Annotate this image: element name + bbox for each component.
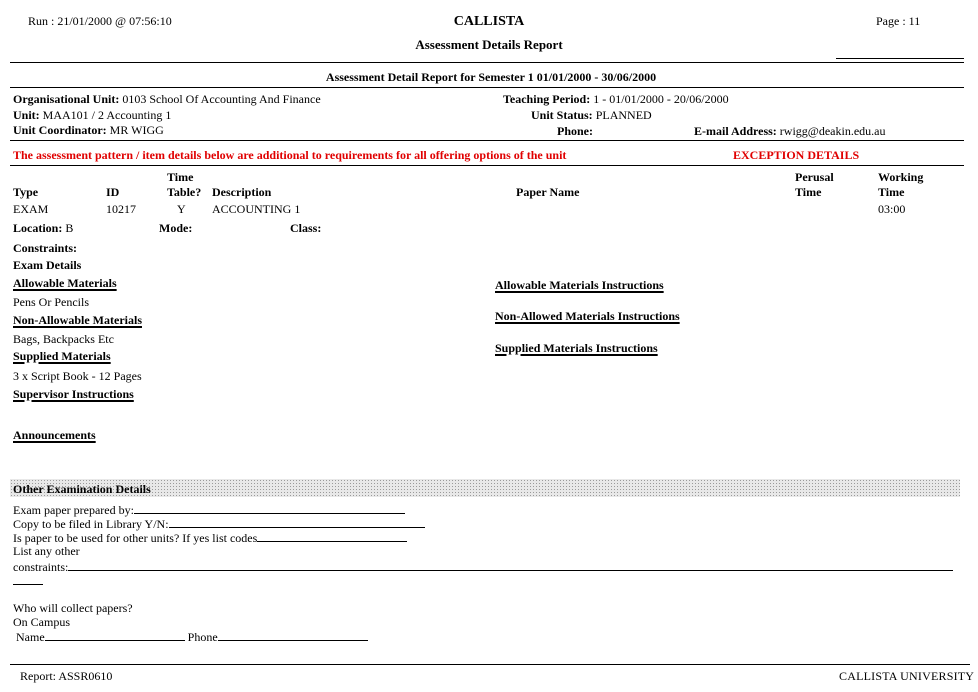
allowable-materials-heading: Allowable Materials	[13, 276, 117, 290]
announcements-heading: Announcements	[13, 428, 96, 442]
institution-name: CALLISTA UNIVERSITY	[839, 669, 975, 683]
teaching-period	[503, 92, 729, 107]
phone-field-label: Phone	[187, 630, 218, 644]
non-allowable-materials-heading: Non-Allowable Materials	[13, 313, 142, 327]
row-type: EXAM	[13, 202, 49, 216]
col-timetable-top: Time	[167, 170, 194, 184]
teaching-period-label: Teaching Period:	[503, 92, 591, 106]
col-perusal-top: Perusal	[795, 170, 834, 184]
allowable-instructions-heading: Allowable Materials Instructions	[495, 278, 664, 292]
email	[694, 124, 885, 139]
org-unit-label: Organisational Unit:	[13, 92, 120, 106]
phone-blank[interactable]	[218, 629, 368, 641]
teaching-period-value: 1 - 01/01/2000 - 20/06/2000	[593, 92, 729, 106]
page-label: Page :	[876, 14, 906, 28]
col-paper-name: Paper Name	[516, 185, 580, 199]
email-value[interactable]: rwigg@deakin.edu.au	[779, 124, 886, 138]
class	[290, 221, 321, 236]
other-details-title: Other Examination Details	[13, 482, 151, 496]
mode-label: Mode:	[159, 221, 193, 235]
supplied-instructions-heading: Supplied Materials Instructions	[495, 341, 658, 355]
unit-coordinator	[13, 123, 164, 138]
name-blank[interactable]	[45, 629, 185, 641]
notice-rule	[10, 165, 964, 166]
sub-title: Assessment Detail Report for Semester 1 01/01/2000 - 30/06/2000	[325, 70, 657, 84]
prepared-by-blank[interactable]	[134, 502, 405, 514]
report-label: Report:	[20, 669, 56, 683]
col-perusal-bottom: Time	[795, 185, 822, 199]
email-label: E-mail Address:	[694, 124, 777, 138]
constraints-blank[interactable]	[68, 559, 953, 571]
header-rule-short	[836, 58, 964, 59]
name-label: Name	[16, 630, 45, 644]
other-units-label: Is paper to be used for other units? If yes list codes	[13, 531, 258, 545]
prepared-by-label: Exam paper prepared by:	[13, 503, 134, 517]
col-id: ID	[106, 185, 120, 199]
unit-value: MAA101 / 2 Accounting 1	[42, 108, 172, 122]
constraints-blank-continued[interactable]	[13, 584, 43, 585]
phone	[557, 124, 593, 139]
run-label: Run :	[28, 14, 55, 28]
unit-status-label: Unit Status:	[531, 108, 593, 122]
unit-status	[531, 108, 652, 123]
row-description: ACCOUNTING 1	[212, 202, 301, 216]
non-allowable-materials-value: Bags, Backpacks Etc	[13, 332, 114, 346]
page-number	[876, 14, 920, 29]
page-value: 11	[908, 14, 921, 28]
copy-library-label: Copy to be filed in Library Y/N:	[13, 517, 169, 531]
row-working: 03:00	[878, 202, 906, 216]
allowable-materials-value: Pens Or Pencils	[13, 295, 89, 309]
supplied-materials-heading: Supplied Materials	[13, 349, 111, 363]
other-units-blank[interactable]	[257, 530, 407, 542]
supervisor-instructions-heading: Supervisor Instructions	[13, 387, 134, 401]
report-value: ASSR0610	[58, 669, 113, 683]
col-working-top: Working	[878, 170, 924, 184]
collect-label: Who will collect papers?	[13, 601, 133, 615]
coordinator-value: MR WIGG	[109, 123, 164, 137]
unit-status-value: PLANNED	[595, 108, 652, 122]
unit-label: Unit:	[13, 108, 40, 122]
phone-label: Phone:	[557, 124, 593, 138]
constraints-heading: Constraints:	[13, 241, 78, 255]
constraints-line	[13, 559, 953, 575]
unit	[13, 108, 171, 123]
coordinator-label: Unit Coordinator:	[13, 123, 107, 137]
header-rule	[10, 62, 964, 63]
name-phone-line	[16, 629, 368, 645]
supplied-materials-value: 3 x Script Book - 12 Pages	[13, 369, 142, 383]
list-other-label: List any other	[13, 544, 80, 558]
non-allowed-instructions-heading: Non-Allowed Materials Instructions	[495, 309, 680, 323]
run-value: 21/01/2000 @ 07:56:10	[57, 14, 172, 28]
other-details-bar	[10, 479, 960, 497]
notice-text: The assessment pattern / item details below are additional to requirements for all offering options of the unit	[13, 148, 567, 162]
col-type: Type	[13, 185, 39, 199]
copy-library-blank[interactable]	[169, 516, 425, 528]
location	[13, 221, 73, 236]
col-description: Description	[212, 185, 272, 199]
class-label: Class:	[290, 221, 322, 235]
location-value: B	[65, 221, 74, 235]
on-campus-label: On Campus	[13, 615, 70, 629]
col-working-bottom: Time	[878, 185, 905, 199]
report-id	[20, 669, 112, 684]
exception-details: EXCEPTION DETAILS	[733, 148, 860, 162]
info-rule	[10, 140, 964, 141]
footer-rule	[10, 664, 970, 665]
row-id: 10217	[106, 202, 136, 216]
org-unit	[13, 92, 321, 107]
row-timetable: Y	[177, 202, 186, 216]
mode	[159, 221, 192, 236]
subheader-rule	[10, 87, 964, 88]
system-name: CALLISTA	[453, 14, 525, 29]
org-unit-value: 0103 School Of Accounting And Finance	[122, 92, 321, 106]
col-timetable-bottom: Table?	[167, 185, 202, 199]
location-label: Location:	[13, 221, 63, 235]
constraints-label: constraints:	[13, 560, 69, 574]
exam-details-heading: Exam Details	[13, 258, 82, 272]
report-title: Assessment Details Report	[415, 37, 563, 52]
